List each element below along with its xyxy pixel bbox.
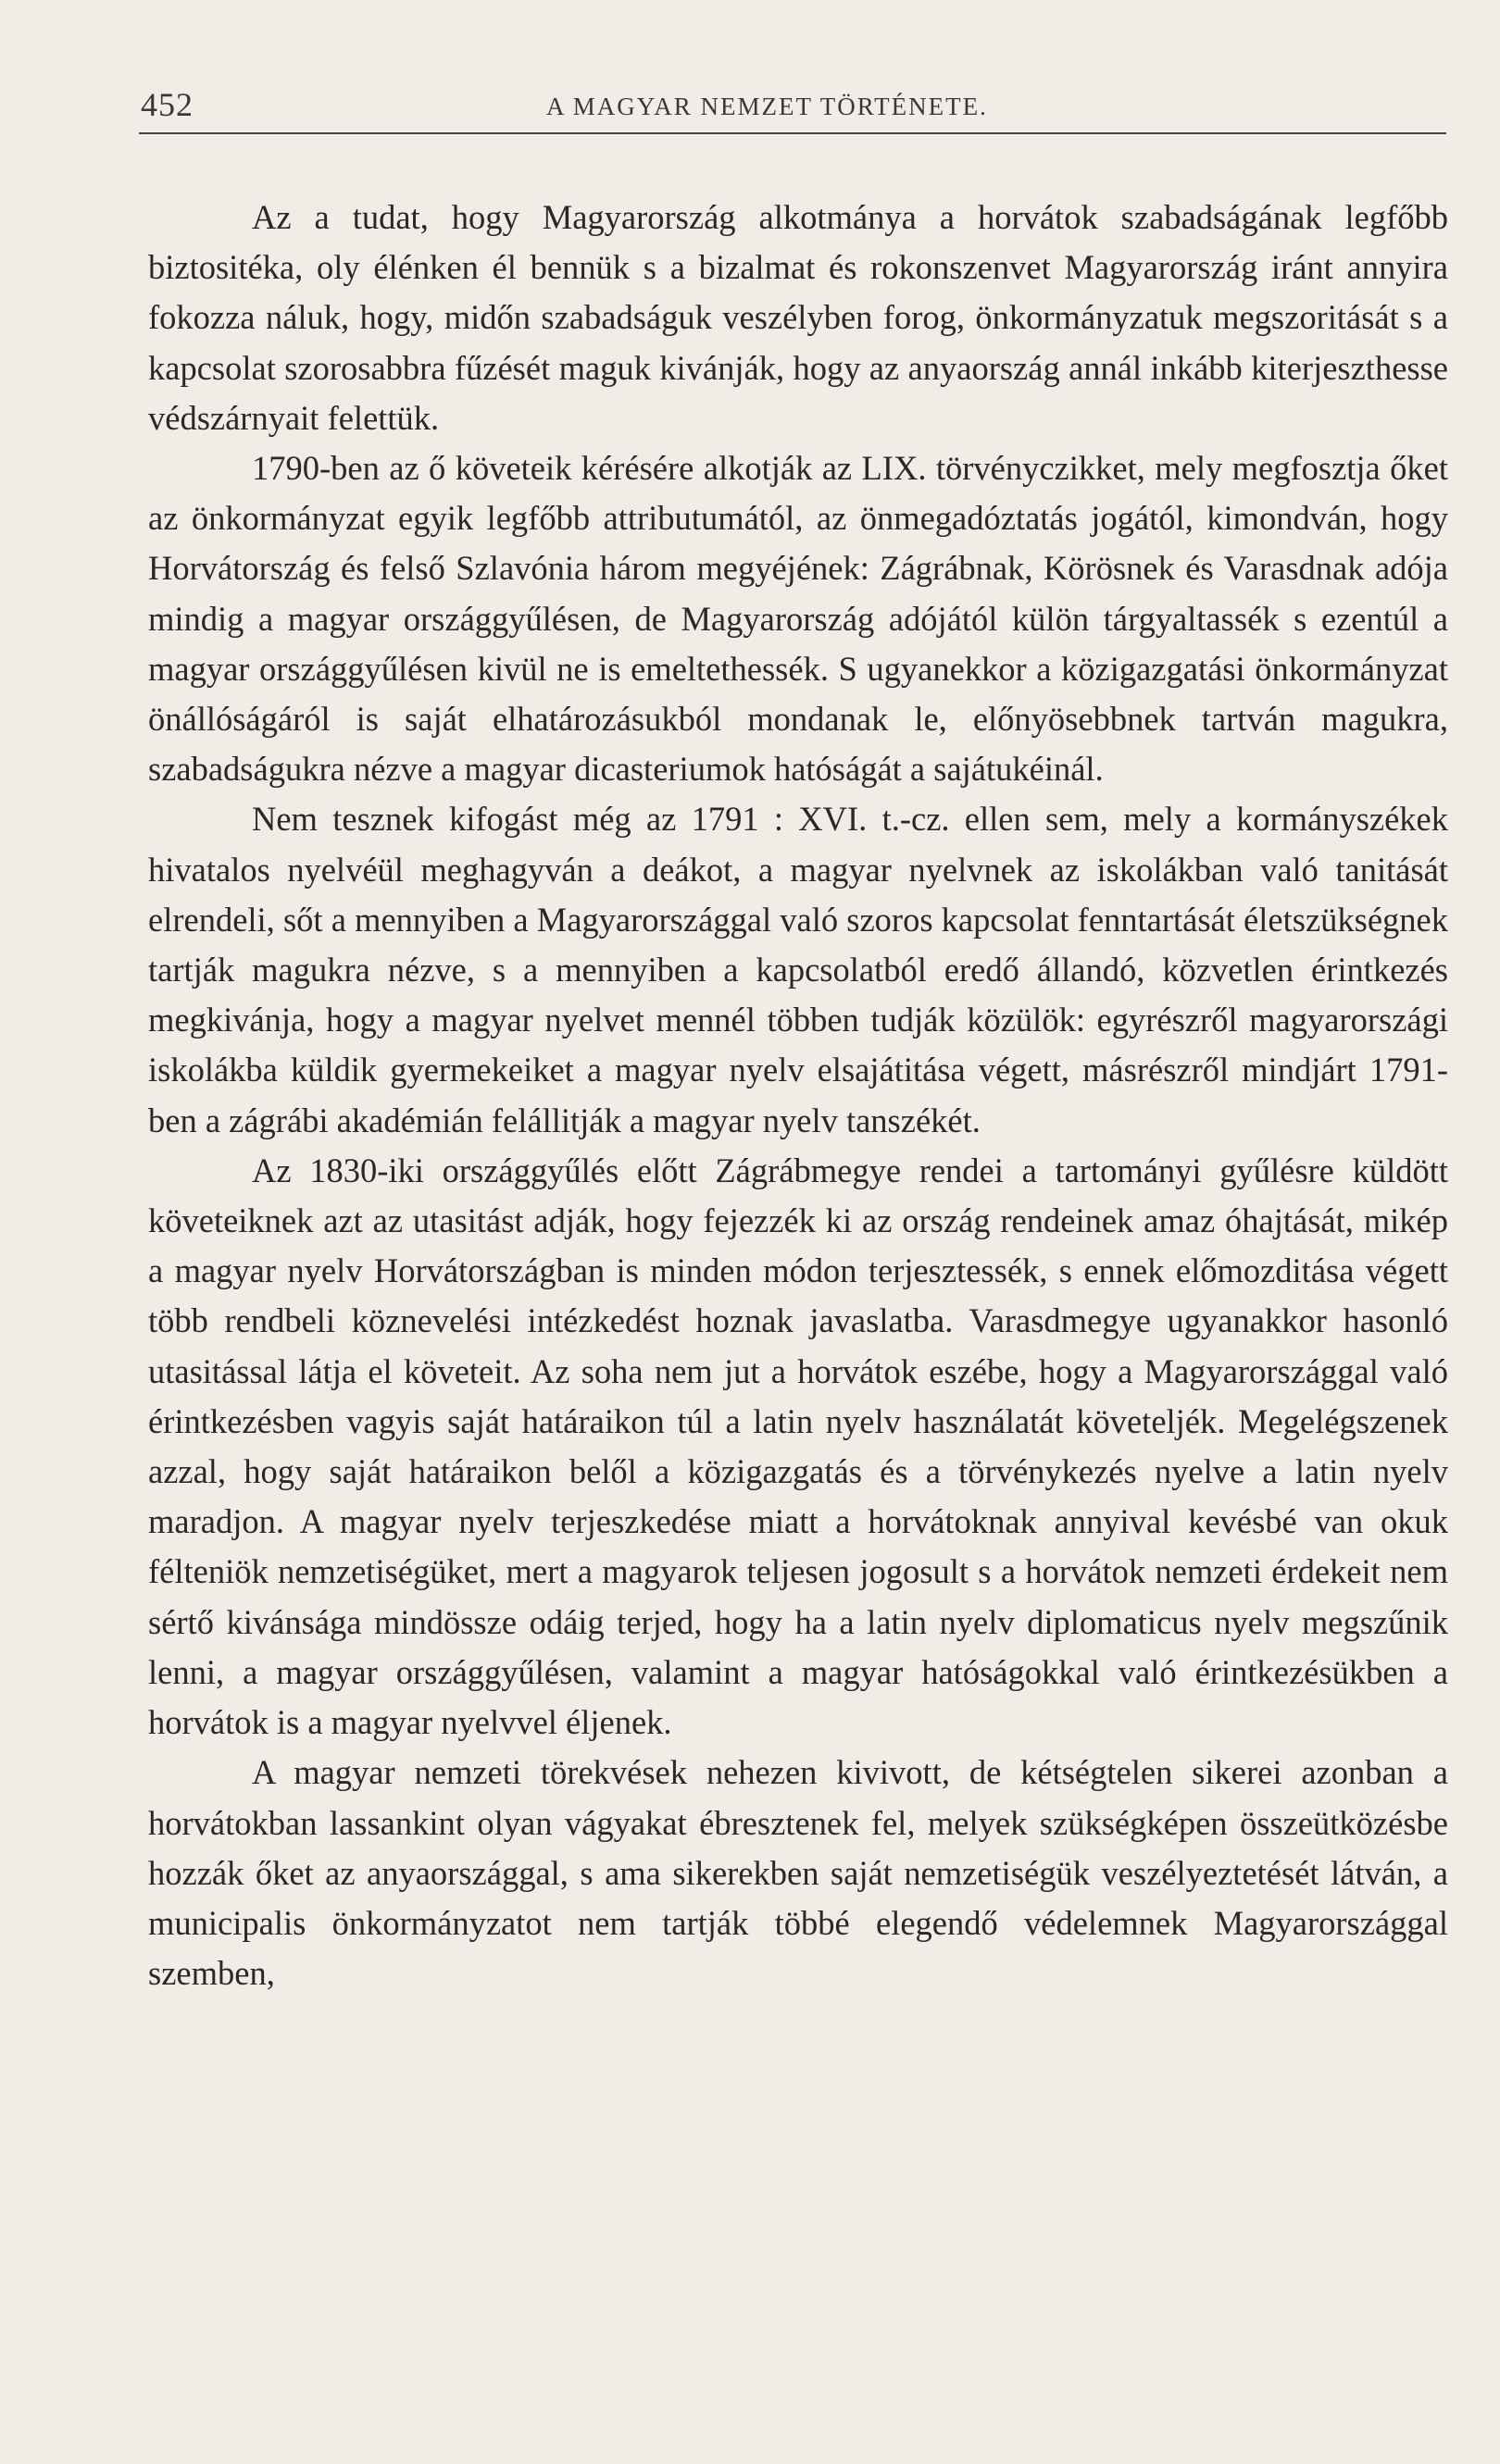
paragraph: A magyar nemzeti törekvések nehezen kivivott, de kétségtelen sikerei azonban a horvátokban lassankint olyan vágyakat ébresztenek fel, melyek szükségképen összeütközésbe hozzák őket az anyaországgal, s ama sikerekben saját nemzetiségük veszélyeztetését látván, a municipalis önkormányzatot nem tartják többé elegendő védelemnek Magyarországgal szemben, [148, 1753, 1448, 1993]
paragraph: Az 1830-iki országgyűlés előtt Zágrábmegye rendei a tartományi gyűlésre küldött követeiknek azt az utasitást adják, hogy fejezzék ki az ország rendeinek amaz óhajtását, mikép a magyar nyelv Horvátországban is minden módon terjesztessék, s ennek előmozditása végett több rendbeli köznevelési intézkedést hoznak javaslatba. Varasdmegye ugyanakkor hasonló utasitással látja el követeit. Az soha nem jut a horvátok eszébe, hogy a Magyarországgal való érintkezésben vagyis saját határaikon túl a latin nyelv használatát követeljék. Megelégszenek azzal, hogy saját határaikon belől a közigazgatás és a törvénykezés nyelve a latin nyelv maradjon. A magyar nyelv terjeszkedése miatt a horvátoknak annyival kevésbé van okuk félteniök nemzetiségüket, mert a magyarok teljesen jogosult s a horvátok nemzeti érdekeit nem sértő kivánsága mindössze odáig terjed, hogy ha a latin nyelv diplomaticus nyelv megszűnik lenni, a magyar országgyűlésen, valamint a magyar hatóságokkal való érintkezésükben a horvátok is a magyar nyelvvel éljenek. [148, 1151, 1448, 1742]
paragraph: Nem tesznek kifogást még az 1791 : XVI. t.-cz. ellen sem, mely a kormányszékek hivatalos nyelvéül meghagyván a deákot, a magyar nyelvnek az iskolákban való tanitását elrendeli, sőt a mennyiben a Magyarországgal való szoros kapcsolat fenntartását életszükségnek tartják magukra nézve, s a mennyiben a kapcsolatból eredő állandó, közvetlen érintkezés megkivánja, hogy a magyar nyelvet mennél többen tudják közülök: egyrészről magyarországi iskolákba küldik gyermekeiket a magyar nyelv elsajátitása végett, másrészről mindjárt 1791-ben a zágrábi akadémián felállitják a magyar nyelv tanszékét. [148, 800, 1448, 1139]
header-rule [139, 132, 1446, 134]
running-title: A MAGYAR NEMZET TÖRTÉNETE. [546, 93, 988, 120]
page-number: 452 [141, 86, 194, 123]
body-text [148, 193, 1448, 1998]
paragraph: Az a tudat, hogy Magyarország alkotmánya a horvátok szabadságának legfőbb biztositéka, oly élénken él bennük s a bizalmat és rokonszenvet Magyarország iránt annyira fokozza náluk, hogy, midőn szabadságuk veszélyben forog, önkormányzatuk megszoritását s a kapcsolat szorosabbra fűzését maguk kivánják, hogy az anyaország annál inkább kiterjeszthesse védszárnyait felettük. [148, 198, 1448, 437]
paragraph: 1790-ben az ő követeik kérésére alkotják az LIX. törvényczikket, mely megfosztja őket az önkormányzat egyik legfőbb attributumától, az önmegadóztatás jogától, kimondván, hogy Horvátország és felső Szlavónia három megyéjének: Zágrábnak, Körösnek és Varasdnak adója mindig a magyar országgyűlésen, de Magyarország adójától külön tárgyaltassék s ezentúl a magyar országgyűlésen kivül ne is emeltethessék. S ugyanekkor a közigazgatási önkormányzat önállóságáról is saját elhatározásukból mondanak le, előnyösebbnek tartván magukra, szabadságukra nézve a magyar dicasteriumok hatóságát a sajátukéinál. [148, 449, 1448, 789]
